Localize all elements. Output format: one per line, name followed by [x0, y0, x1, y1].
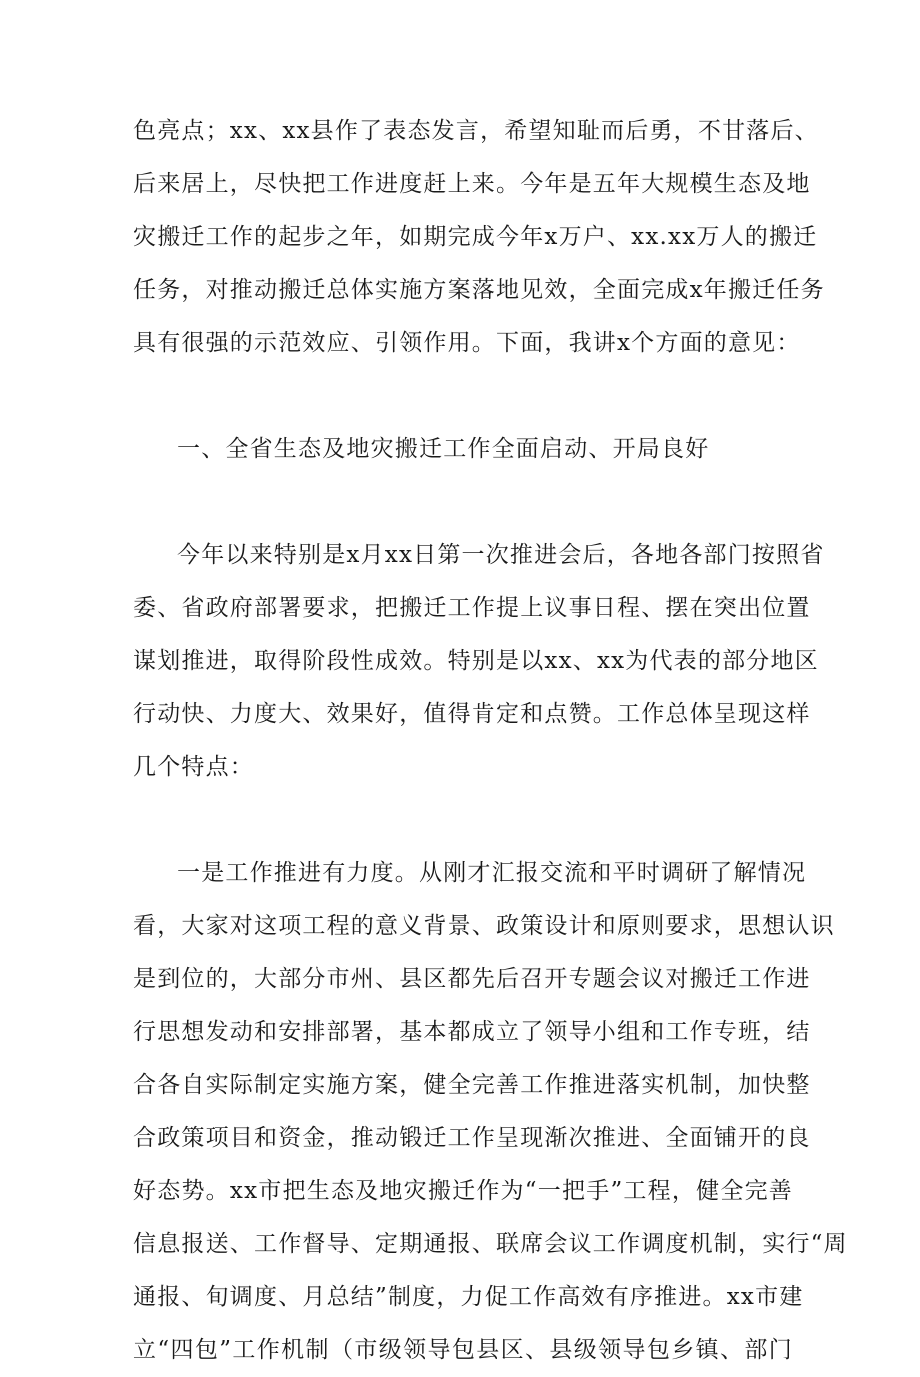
paragraph-gap: [133, 370, 793, 423]
paragraph-line: 几个特点：: [133, 754, 254, 780]
paragraph-line: 谋划推进，取得阶段性成效。特别是以xx、xx为代表的部分地区: [133, 648, 819, 674]
paragraph-point-one: [133, 847, 848, 1377]
paragraph-line: 具有很强的示范效应、引领作用。下面，我讲x个方面的意见：: [133, 330, 801, 356]
paragraph-line: 灾搬迁工作的起步之年，如期完成今年x万户、xx.xx万人的搬迁: [133, 224, 818, 250]
paragraph-line: 行动快、力度大、效果好，值得肯定和点赞。工作总体呈现这样: [133, 701, 811, 727]
paragraph-line: 行思想发动和安排部署，基本都成立了领导小组和工作专班，结: [133, 1019, 811, 1045]
paragraph-line: 色亮点；xx、xx县作了表态发言，希望知耻而后勇，不甘落后、: [133, 118, 819, 144]
paragraph-line: 看，大家对这项工程的意义背景、政策设计和原则要求，思想认识: [133, 913, 835, 939]
paragraph-line: 是到位的，大部分市州、县区都先后召开专题会议对搬迁工作进: [133, 966, 811, 992]
paragraph-line: 任务，对推动搬迁总体实施方案落地见效，全面完成x年搬迁任务: [133, 277, 825, 303]
paragraph-line: 委、省政府部署要求，把搬迁工作提上议事日程、摆在突出位置: [133, 595, 811, 621]
paragraph-gap: [133, 794, 793, 847]
paragraph-line: 一是工作推进有力度。从刚才汇报交流和平时调研了解情况: [177, 860, 807, 886]
paragraph-gap: [133, 476, 793, 529]
paragraph-line: 立“四包”工作机制（市级领导包县区、县级领导包乡镇、部门: [133, 1337, 793, 1363]
paragraph-intro: [133, 105, 825, 370]
paragraph-overview: [133, 529, 825, 794]
paragraph-line: 今年以来特别是x月xx日第一次推进会后，各地各部门按照省: [177, 542, 825, 568]
paragraph-line: 信息报送、工作督导、定期通报、联席会议工作调度机制，实行“周: [133, 1231, 848, 1257]
paragraph-line: 好态势。xx市把生态及地灾搬迁作为“一把手”工程，健全完善: [133, 1178, 793, 1204]
paragraph-line: 后来居上，尽快把工作进度赶上来。今年是五年大规模生态及地: [133, 171, 811, 197]
paragraph-line: 通报、旬调度、月总结”制度，力促工作高效有序推进。xx市建: [133, 1284, 804, 1310]
paragraph-line: 合政策项目和资金，推动锻迁工作呈现渐次推进、全面铺开的良: [133, 1125, 811, 1151]
section-heading: 一、全省生态及地灾搬迁工作全面启动、开局良好: [177, 436, 710, 462]
document-body: [133, 105, 848, 1377]
paragraph-line: 合各自实际制定实施方案，健全完善工作推进落实机制，加快整: [133, 1072, 811, 1098]
